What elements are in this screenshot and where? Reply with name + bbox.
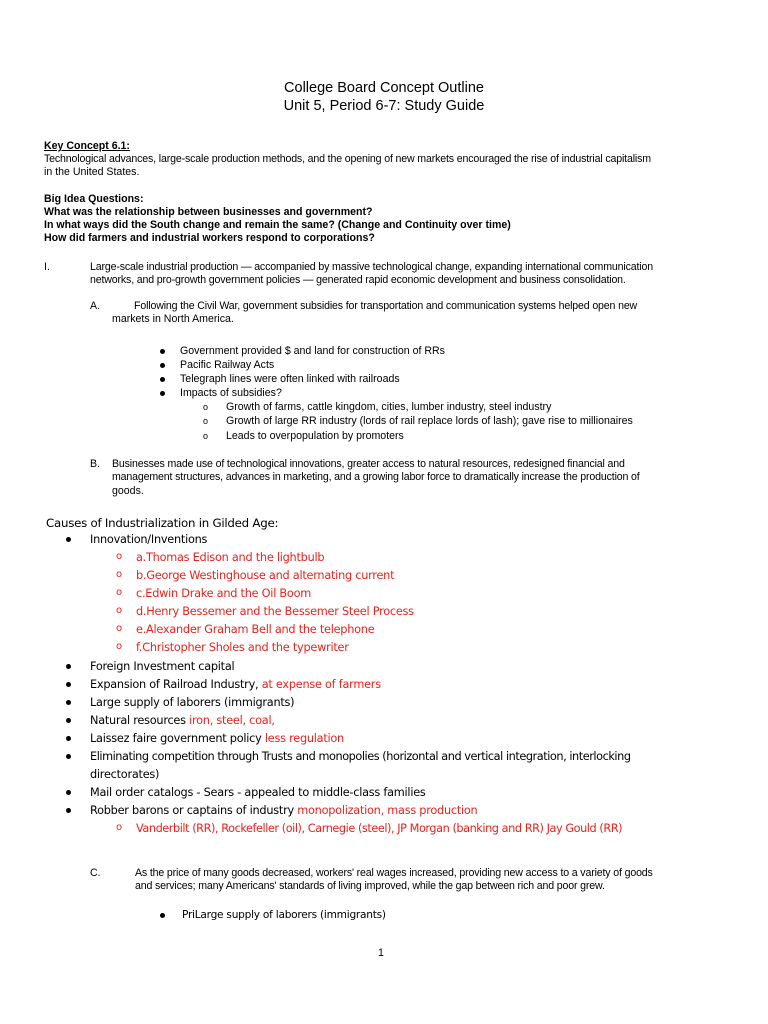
bullet-icon — [66, 808, 71, 813]
causes-item-trusts-line1: Eliminating competition through Trusts and monopolies (horizontal and vertical integration, interlocking — [90, 750, 631, 763]
sub-bullet-icon: o — [203, 402, 209, 412]
big-idea-heading: Big Idea Questions: — [44, 193, 144, 205]
causes-item-mail: Mail order catalogs - Sears - appealed to middle-class families — [90, 786, 426, 799]
section-c-bullet: PriLarge supply of laborers (immigrants) — [182, 909, 386, 921]
bullet-icon — [66, 718, 71, 723]
causes-item-natural — [90, 712, 275, 730]
bullet-icon — [66, 790, 71, 795]
causes-laissez-note: less regulation — [264, 732, 344, 745]
invention-item: f.Christopher Sholes and the typewriter — [136, 641, 349, 654]
big-idea-question-2: In what ways did the South change and remain the same? (Change and Continuity over time) — [44, 219, 511, 231]
causes-item-laissez — [90, 730, 344, 748]
section-a-text-line2: markets in North America. — [112, 313, 234, 325]
section-b-text-line3: goods. — [112, 485, 144, 497]
section-i-text-line2: networks, and pro-growth government policies — generated rapid economic development and business consolidation. — [90, 274, 626, 286]
bullet-icon — [66, 700, 71, 705]
section-a-text-line1: Following the Civil War, government subsidies for transportation and communication systems helped open new — [134, 300, 638, 312]
section-c-text-line2: and services; many Americans' standards of living improved, while the gap between rich and poor grew. — [135, 880, 605, 892]
sub-bullet-icon: o — [116, 587, 123, 598]
big-idea-question-3: How did farmers and industrial workers respond to corporations? — [44, 232, 375, 244]
document-subtitle: Unit 5, Period 6-7: Study Guide — [283, 98, 485, 114]
causes-item-innovation: Innovation/Inventions — [90, 533, 208, 546]
bullet-icon — [66, 736, 71, 741]
key-concept-text-line1: Technological advances, large-scale production methods, and the opening of new markets encouraged the rise of industrial capitalism — [44, 153, 651, 165]
section-b-marker: B. — [90, 458, 101, 470]
section-c-marker: C. — [90, 867, 101, 879]
sub-bullet-icon: o — [203, 431, 209, 441]
causes-railroad-note: at expense of farmers — [261, 678, 381, 691]
sub-list-item: Growth of large RR industry (lords of rail replace lords of lash); gave rise to millionaires — [226, 415, 633, 427]
sub-bullet-icon: o — [116, 605, 123, 616]
causes-natural-note: iron, steel, coal, — [189, 714, 275, 727]
sub-bullet-icon: o — [116, 623, 123, 634]
invention-item: c.Edwin Drake and the Oil Boom — [136, 587, 311, 600]
section-b-text-line2: management structures, advances in marketing, and a growing labor force to dramatically increase the production of — [112, 471, 640, 483]
bullet-icon — [66, 537, 71, 542]
sub-bullet-icon: o — [116, 569, 123, 580]
causes-barons-text: Robber barons or captains of industry — [90, 804, 298, 817]
list-item: Impacts of subsidies? — [180, 387, 282, 399]
list-item: Government provided $ and land for construction of RRs — [180, 345, 445, 357]
section-c-text-line1: As the price of many goods decreased, workers' real wages increased, providing new access to a variety of goods — [135, 867, 653, 879]
bullet-icon — [66, 682, 71, 687]
section-a-marker: A. — [90, 300, 101, 312]
bullet-icon — [160, 391, 165, 396]
bullet-icon — [66, 664, 71, 669]
page-number: 1 — [378, 947, 384, 959]
document-title: College Board Concept Outline — [284, 80, 484, 96]
big-idea-question-1: What was the relationship between businesses and government? — [44, 206, 373, 218]
sub-bullet-icon: o — [116, 822, 123, 833]
key-concept-text-line2: in the United States. — [44, 166, 140, 178]
sub-bullet-icon: o — [203, 416, 209, 426]
causes-laissez-text: Laissez faire government policy — [90, 732, 265, 745]
section-i-text-line1: Large-scale industrial production — accompanied by massive technological change, expanding international communication — [90, 261, 653, 273]
invention-item: b.George Westinghouse and alternating current — [136, 569, 395, 582]
list-item: Telegraph lines were often linked with railroads — [180, 373, 400, 385]
bullet-icon — [160, 349, 165, 354]
causes-barons-note: monopolization, mass production — [297, 804, 478, 817]
invention-item: e.Alexander Graham Bell and the telephone — [136, 623, 375, 636]
bullet-icon — [160, 913, 165, 918]
causes-heading: Causes of Industrialization in Gilded Age: — [46, 516, 279, 530]
sub-list-item: Growth of farms, cattle kingdom, cities, lumber industry, steel industry — [226, 401, 552, 413]
sub-bullet-icon: o — [116, 551, 123, 562]
key-concept-heading: Key Concept 6.1: — [44, 140, 130, 152]
causes-item-labor: Large supply of laborers (immigrants) — [90, 696, 295, 709]
section-i-marker: I. — [44, 261, 50, 273]
invention-item: a.Thomas Edison and the lightbulb — [136, 551, 325, 564]
causes-item-foreign: Foreign Investment capital — [90, 660, 235, 673]
sub-bullet-icon: o — [116, 641, 123, 652]
causes-item-barons — [90, 802, 477, 820]
bullet-icon — [160, 377, 165, 382]
section-b-text-line1: Businesses made use of technological innovations, greater access to natural resources, redesigned financial and — [112, 458, 625, 470]
causes-railroad-text: Expansion of Railroad Industry, — [90, 678, 262, 691]
causes-item-railroad — [90, 676, 381, 694]
barons-names: Vanderbilt (RR), Rockefeller (oil), Carnegie (steel), JP Morgan (banking and RR) Jay Gould (RR) — [136, 822, 623, 835]
causes-natural-text: Natural resources — [90, 714, 190, 727]
list-item: Pacific Railway Acts — [180, 359, 275, 371]
bullet-icon — [160, 363, 165, 368]
sub-list-item: Leads to overpopulation by promoters — [226, 430, 404, 442]
invention-item: d.Henry Bessemer and the Bessemer Steel Process — [136, 605, 414, 618]
bullet-icon — [66, 754, 71, 759]
causes-item-trusts-line2: directorates) — [90, 768, 160, 781]
